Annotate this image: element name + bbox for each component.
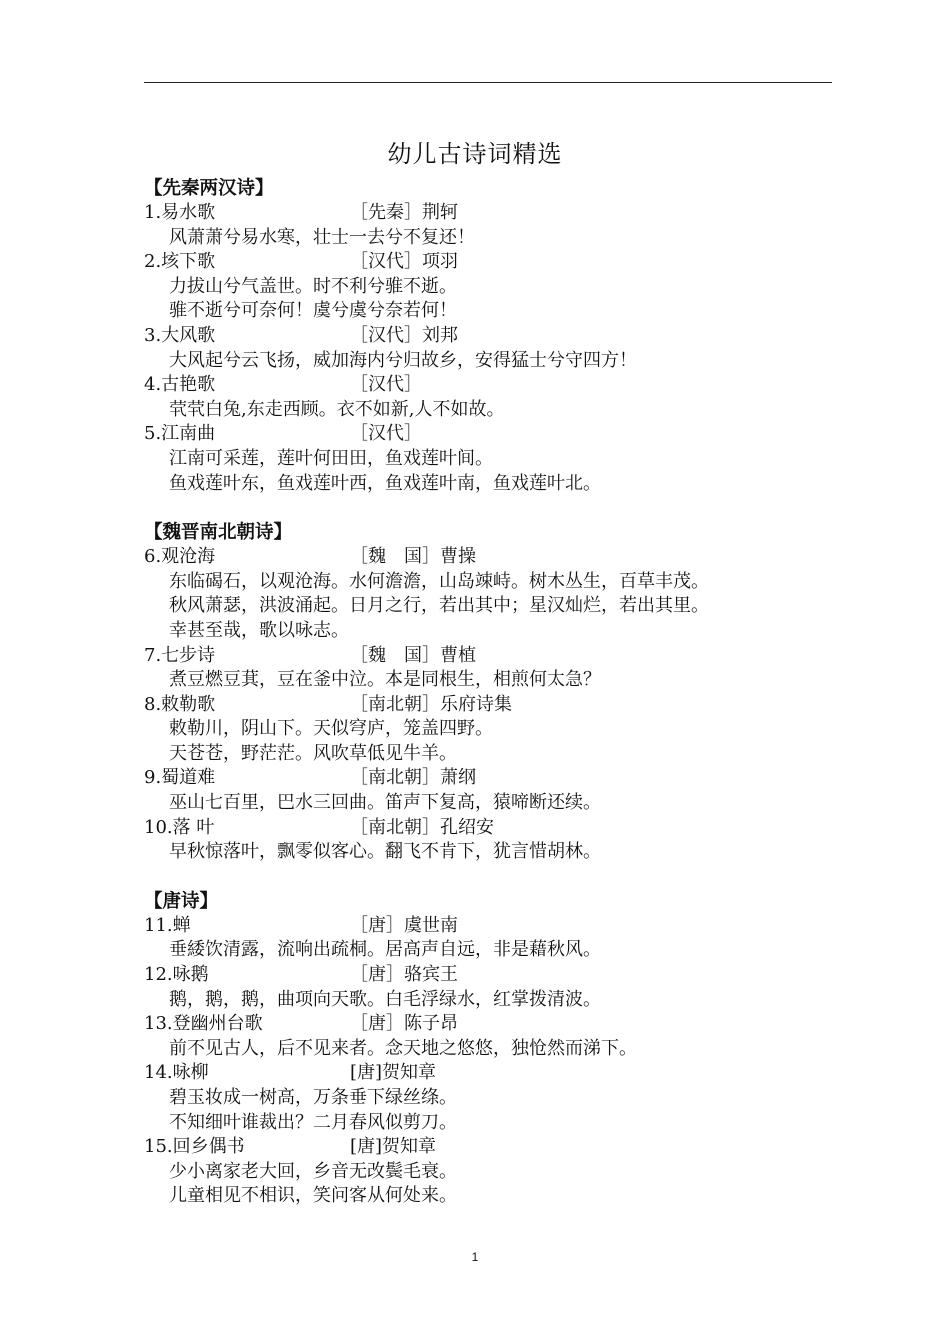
poem-title: 1.易水歌 bbox=[144, 202, 216, 223]
poem-line: 巫山七百里，巴水三回曲。笛声下复高，猿啼断还续。 bbox=[169, 792, 601, 814]
poem-header bbox=[144, 324, 844, 349]
section-gap bbox=[144, 865, 844, 889]
poem-author: ［南北朝］萧纲 bbox=[350, 767, 476, 789]
poem-author: [唐]贺知章 bbox=[350, 1136, 437, 1158]
poem-header bbox=[144, 914, 844, 939]
poem-line: 不知细叶谁裁出？二月春风似剪刀。 bbox=[169, 1111, 457, 1133]
section-gap bbox=[144, 496, 844, 520]
poem-line: 力拔山兮气盖世。时不利兮骓不逝。 bbox=[169, 275, 457, 297]
poem-line: 骓不逝兮可奈何！虞兮虞兮奈若何！ bbox=[169, 300, 457, 322]
poem-author: ［魏 国］曹植 bbox=[350, 644, 476, 666]
poem-title: 5.江南曲 bbox=[144, 423, 216, 445]
poem-header bbox=[144, 201, 844, 226]
poem-header bbox=[144, 644, 844, 669]
poem-line: 江南可采莲，莲叶何田田，鱼戏莲叶间。 bbox=[169, 447, 493, 469]
section-heading: 【魏晋南北朝诗】 bbox=[144, 522, 293, 544]
poem-title: 4.古艳歌 bbox=[144, 374, 216, 396]
header-rule bbox=[144, 82, 832, 83]
poem-header bbox=[144, 1012, 844, 1037]
poem-title: 9.蜀道难 bbox=[144, 767, 216, 789]
poem-header bbox=[144, 545, 844, 570]
poem-author: [唐]贺知章 bbox=[350, 1062, 437, 1084]
poem-author: ［魏 国］曹操 bbox=[350, 546, 476, 568]
poem-line: 少小离家老大回，乡音无改鬓毛衰。 bbox=[169, 1160, 457, 1182]
poem-author: ［汉代］项羽 bbox=[350, 251, 458, 273]
poem-line: 鹅，鹅，鹅，曲项向天歌。白毛浮绿水，红掌拨清波。 bbox=[169, 988, 601, 1010]
poem-line: 前不见古人，后不见来者。念天地之悠悠，独怆然而涕下。 bbox=[169, 1037, 637, 1059]
poem-line: 碧玉妆成一树高，万条垂下绿丝绦。 bbox=[169, 1087, 457, 1108]
poem-list bbox=[144, 176, 844, 1209]
poem-author: ［汉代］ bbox=[350, 374, 422, 396]
page-number: 1 bbox=[471, 1250, 479, 1264]
poem-line: 早秋惊落叶，飘零似客心。翻飞不肯下，犹言惜胡林。 bbox=[169, 841, 601, 863]
poem-author: ［南北朝］乐府诗集 bbox=[350, 693, 512, 715]
poem-header bbox=[144, 422, 844, 447]
poem-line: 茕茕白兔,东走西顾。衣不如新,人不如故。 bbox=[169, 398, 505, 420]
poem-header bbox=[144, 766, 844, 791]
poem-title: 6.观沧海 bbox=[144, 546, 216, 568]
poem-header bbox=[144, 1135, 844, 1160]
poem-header bbox=[144, 250, 844, 275]
poem-author: ［唐］骆宾王 bbox=[350, 964, 458, 986]
poem-header bbox=[144, 963, 844, 988]
poem-line: 天苍苍，野茫茫。风吹草低见牛羊。 bbox=[169, 742, 457, 764]
section-heading: 【唐诗】 bbox=[144, 890, 219, 912]
poem-title: 8.敕勒歌 bbox=[144, 693, 216, 715]
poem-author: ［汉代］刘邦 bbox=[350, 324, 458, 346]
poem-title: 15.回乡偶书 bbox=[144, 1136, 245, 1158]
poem-header bbox=[144, 1061, 844, 1086]
poem-author: ［南北朝］孔绍安 bbox=[350, 816, 494, 838]
section-heading: 【先秦两汉诗】 bbox=[144, 178, 274, 199]
poem-title: 14.咏柳 bbox=[144, 1062, 209, 1084]
poem-line: 秋风萧瑟，洪波涌起。日月之行，若出其中；星汉灿烂，若出其里。 bbox=[169, 595, 709, 617]
poem-line: 鱼戏莲叶东，鱼戏莲叶西，鱼戏莲叶南，鱼戏莲叶北。 bbox=[169, 472, 601, 494]
poem-header bbox=[144, 373, 844, 398]
page-title: 幼儿古诗词精选 bbox=[387, 140, 563, 168]
poem-line: 风萧萧兮易水寒，壮士一去兮不复还！ bbox=[169, 226, 475, 248]
poem-title: 13.登幽州台歌 bbox=[144, 1013, 263, 1035]
poem-author: ［唐］虞世南 bbox=[350, 914, 458, 936]
poem-line: 煮豆燃豆萁，豆在釜中泣。本是同根生，相煎何太急？ bbox=[169, 669, 601, 691]
poem-title: 10.落 叶 bbox=[144, 816, 215, 838]
poem-line: 东临碣石，以观沧海。水何澹澹，山岛竦峙。树木丛生，百草丰茂。 bbox=[169, 570, 709, 592]
poem-title: 7.七步诗 bbox=[144, 644, 216, 666]
poem-header bbox=[144, 693, 844, 718]
poem-line: 垂緌饮清露，流响出疏桐。居高声自远，非是藉秋风。 bbox=[169, 939, 601, 961]
poem-line: 儿童相见不相识，笑问客从何处来。 bbox=[169, 1185, 457, 1207]
poem-line: 大风起兮云飞扬，威加海内兮归故乡，安得猛士兮守四方！ bbox=[169, 349, 637, 371]
poem-title: 11.蝉 bbox=[144, 914, 191, 936]
poem-author: ［先秦］荆轲 bbox=[350, 202, 458, 223]
poem-line: 敕勒川，阴山下。天似穹庐，笼盖四野。 bbox=[169, 718, 493, 740]
poem-header bbox=[144, 816, 844, 841]
poem-title: 2.垓下歌 bbox=[144, 251, 216, 273]
poem-line: 幸甚至哉，歌以咏志。 bbox=[169, 619, 349, 641]
poem-title: 3.大风歌 bbox=[144, 324, 216, 346]
poem-title: 12.咏鹅 bbox=[144, 964, 209, 986]
poem-author: ［汉代］ bbox=[350, 423, 422, 445]
poem-author: ［唐］陈子昂 bbox=[350, 1013, 458, 1035]
